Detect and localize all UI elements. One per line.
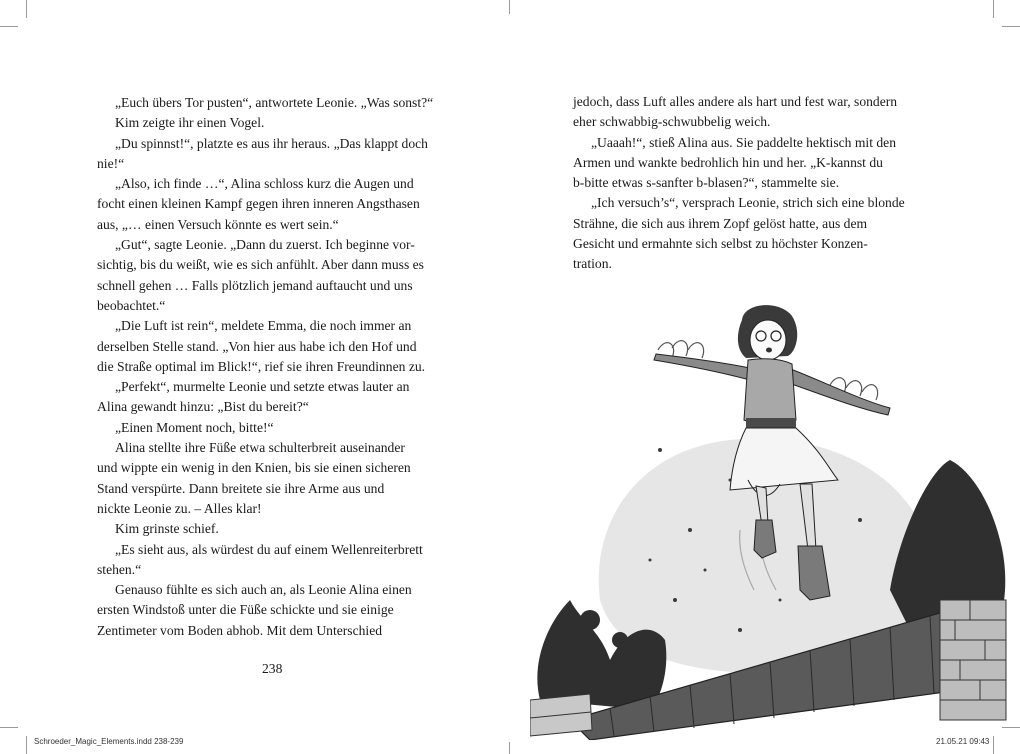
- text-line: „Gut“, sagte Leonie. „Dann du zuerst. Ich beginne vor-: [115, 237, 415, 253]
- text-line: eher schwabbig-schwubbelig weich.: [573, 114, 771, 130]
- text-line: derselben Stelle stand. „Von hier aus habe ich den Hof und: [97, 338, 417, 354]
- text-line: „Ich versuch’s“, versprach Leonie, strich sich eine blonde: [591, 195, 905, 211]
- crop-mark: [509, 742, 510, 754]
- text-line: tration.: [573, 256, 612, 272]
- slug-file-info: Schroeder_Magic_Elements.indd 238-239: [34, 737, 184, 746]
- text-line: „Euch übers Tor pusten“, antwortete Leonie. „Was sonst?“: [115, 95, 434, 110]
- text-line: beobachtet.“: [97, 297, 166, 313]
- crop-mark: [993, 0, 994, 18]
- text-line: Kim zeigte ihr einen Vogel.: [115, 115, 265, 131]
- text-line: Stand verspürte. Dann breitete sie ihre Arme aus und: [97, 480, 385, 496]
- crop-mark: [26, 736, 27, 754]
- text-line: „Uaaah!“, stieß Alina aus. Sie paddelte hektisch mit den: [591, 134, 897, 150]
- right-page-text: [573, 92, 925, 275]
- text-line: b-bitte etwas s-sanfter b-blasen?“, stammelte sie.: [573, 175, 840, 191]
- text-line: Strähne, die sich aus ihrem Zopf gelöst hatte, aus dem: [573, 215, 868, 231]
- text-line: jedoch, dass Luft alles andere als hart und fest war, sondern: [573, 94, 898, 109]
- text-line: „Es sieht aus, als würdest du auf einem Wellenreiterbrett: [115, 541, 423, 557]
- text-line: Alina stellte ihre Füße etwa schulterbreit auseinander: [115, 440, 405, 456]
- text-line: Alina gewandt hinzu: „Bist du bereit?“: [97, 399, 309, 415]
- text-line: nickte Leonie zu. – Alles klar!: [97, 500, 262, 516]
- text-line: und wippte ein wenig in den Knien, bis sie einen sicheren: [97, 460, 411, 476]
- illustration-girl-floating-over-wall: [530, 300, 1010, 740]
- page-number: 238: [262, 661, 283, 676]
- crop-mark: [509, 0, 510, 14]
- text-line: aus, „… einen Versuch könnte es wert sein.“: [97, 216, 339, 232]
- crop-mark: [0, 727, 18, 728]
- crop-mark: [1002, 26, 1020, 27]
- text-line: Kim grinste schief.: [115, 521, 219, 537]
- text-line: „Also, ich finde …“, Alina schloss kurz die Augen und: [115, 176, 414, 192]
- brick-pillar: [940, 600, 1006, 720]
- text-line: Genauso fühlte es sich auch an, als Leonie Alina einen: [115, 582, 412, 598]
- text-line: stehen.“: [97, 561, 142, 577]
- crop-mark: [0, 26, 18, 27]
- text-line: nie!“: [97, 155, 125, 171]
- text-line: Gesicht und ermahnte sich selbst zu höchster Konzen-: [573, 236, 868, 252]
- text-line: Armen und wankte bedrohlich hin und her. „K-kannst du: [573, 154, 883, 170]
- text-line: focht einen kleinen Kampf gegen ihren inneren Angsthasen: [97, 196, 420, 212]
- text-line: Zentimeter vom Boden abhob. Mit dem Unterschied: [97, 622, 383, 638]
- text-line: „Die Luft ist rein“, meldete Emma, die noch immer an: [115, 318, 412, 334]
- text-line: „Perfekt“, murmelte Leonie und setzte etwas lauter an: [115, 379, 410, 395]
- slug-date-time: 21.05.21 09:43: [936, 737, 990, 746]
- text-line: „Du spinnst!“, platzte es aus ihr heraus. „Das klappt doch: [115, 135, 428, 151]
- text-line: die Straße optimal im Blick!“, rief sie ihren Freundinnen zu.: [97, 358, 426, 374]
- text-line: ersten Windstoß unter die Füße schickte und sie einige: [97, 602, 394, 618]
- text-line: sichtig, bis du weißt, wie es sich anfühlt. Aber dann muss es: [97, 257, 424, 273]
- left-page-text: [97, 93, 449, 641]
- text-line: schnell gehen … Falls plötzlich jemand auftaucht und uns: [97, 277, 413, 293]
- brick-wall-low: [530, 694, 592, 736]
- crop-mark: [26, 0, 27, 18]
- text-line: „Einen Moment noch, bitte!“: [115, 419, 274, 435]
